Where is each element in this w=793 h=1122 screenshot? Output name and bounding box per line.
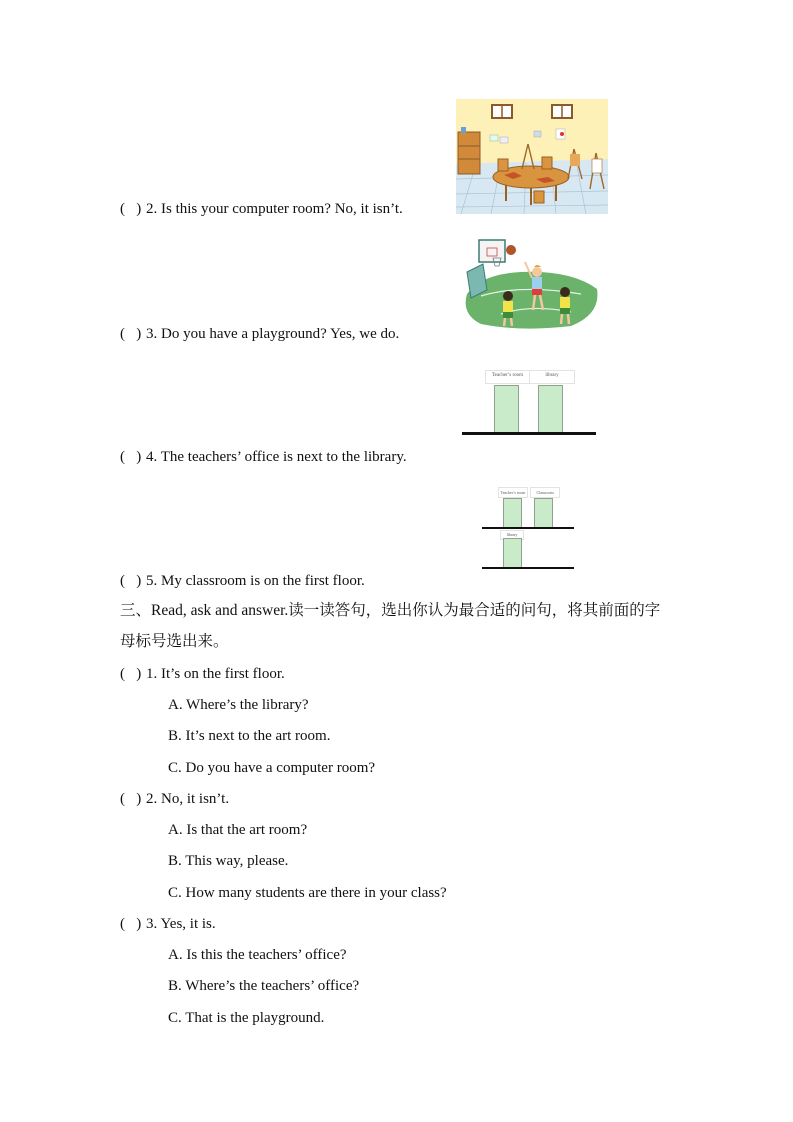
question-text: No, it isn’t. <box>161 791 230 807</box>
basketball-playground-illustration <box>461 234 601 332</box>
option-b: B. Where’s the teachers’ office? <box>168 978 360 994</box>
question-number: 1. <box>146 666 158 682</box>
question-item <box>120 915 216 933</box>
question-text: It’s on the first floor. <box>161 666 285 682</box>
question-item <box>120 790 229 808</box>
question-number: 2. <box>146 791 158 807</box>
room-label-classroom: Classroom <box>530 487 560 498</box>
first-floor-line <box>482 567 574 569</box>
answer-blank[interactable]: ( ) <box>120 791 142 807</box>
option-b: B. This way, please. <box>168 853 289 869</box>
option-c: C. How many students are there in your class? <box>168 885 447 901</box>
room-label-library: library <box>529 370 575 384</box>
question-text: The teachers’ office is next to the library. <box>160 449 407 465</box>
question-item <box>120 325 399 343</box>
question-number: 4. <box>146 449 158 465</box>
answer-blank[interactable]: ( ) <box>120 916 142 932</box>
section-heading: 三、Read, ask and answer.读一读答句，选出你认为最合适的问句，将其前面的字 <box>120 602 661 619</box>
answer-blank[interactable]: ( ) <box>120 326 142 342</box>
question-number: 5. <box>146 573 158 589</box>
question-text: Do you have a playground? Yes, we do. <box>161 326 400 342</box>
question-text: Yes, it is. <box>160 916 216 932</box>
answer-blank[interactable]: ( ) <box>120 449 142 465</box>
option-a: A. Is this the teachers’ office? <box>168 947 347 963</box>
answer-blank[interactable]: ( ) <box>120 573 142 589</box>
section-heading-continued: 母标号选出来。 <box>120 633 229 650</box>
question-item <box>120 200 403 218</box>
option-a: A. Is that the art room? <box>168 822 308 838</box>
question-number: 3. <box>146 916 158 932</box>
second-floor-line <box>482 527 574 529</box>
door-classroom <box>534 498 553 529</box>
question-text: Is this your computer room? No, it isn’t. <box>161 201 403 217</box>
room-label-library: library <box>500 530 524 540</box>
art-room-illustration <box>456 99 608 214</box>
option-c: C. Do you have a computer room? <box>168 760 376 776</box>
door-library <box>538 385 563 434</box>
option-a: A. Where’s the library? <box>168 697 309 713</box>
door-teachers-room <box>503 498 522 529</box>
door-teachers-room <box>494 385 519 434</box>
question-text: My classroom is on the first floor. <box>161 573 365 589</box>
answer-blank[interactable]: ( ) <box>120 201 142 217</box>
option-b: B. It’s next to the art room. <box>168 728 331 744</box>
question-item <box>120 665 285 683</box>
floor-line <box>462 432 596 435</box>
room-label-teachers-room: Teacher’s room <box>485 370 530 384</box>
room-label-teachers-room: Teacher’s room <box>498 487 528 498</box>
question-number: 3. <box>146 326 158 342</box>
question-number: 2. <box>146 201 158 217</box>
door-library <box>503 538 522 569</box>
floor-diagram-one-floor <box>460 370 600 440</box>
option-c: C. That is the playground. <box>168 1010 325 1026</box>
question-item <box>120 448 407 466</box>
floor-diagram-two-floors <box>480 487 580 572</box>
question-item <box>120 572 365 590</box>
answer-blank[interactable]: ( ) <box>120 666 142 682</box>
